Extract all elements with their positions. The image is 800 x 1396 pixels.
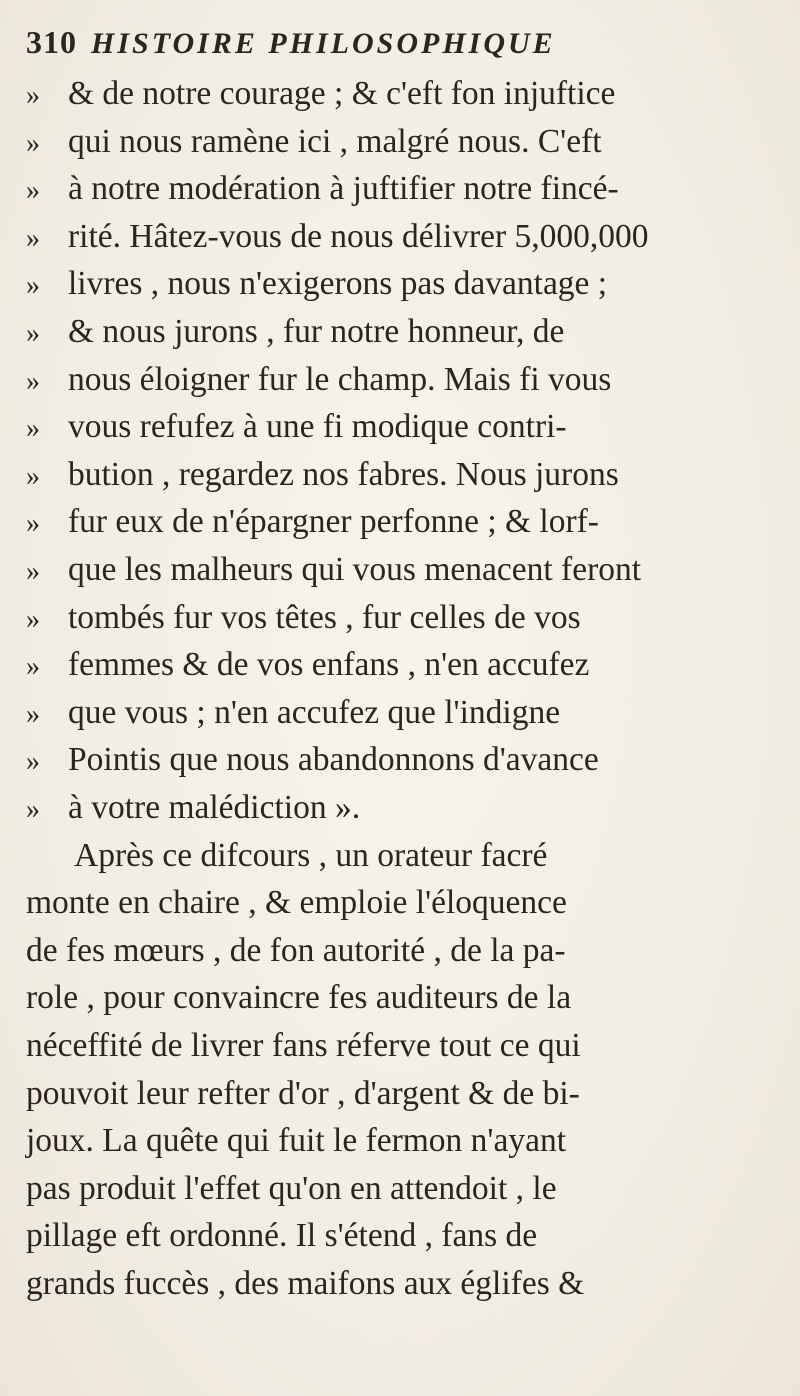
quote-mark: » bbox=[26, 794, 40, 825]
text-line bbox=[26, 1022, 786, 1070]
line-text: joux. La quête qui fuit le fermon n'ayant bbox=[26, 1122, 567, 1160]
quote-mark: » bbox=[26, 270, 40, 302]
line-text: grands fuccès , des maifons aux églifes & bbox=[26, 1265, 585, 1302]
quote-mark: » bbox=[26, 127, 40, 159]
line-text: de fes mœurs , de fon autorité , de la pa- bbox=[26, 931, 566, 969]
line-text: vous refufez à une fi modique contri- bbox=[68, 408, 567, 446]
line-text: Pointis que nous abandonnons d'avance bbox=[68, 741, 599, 779]
line-text: & nous jurons , fur notre honneur, de bbox=[68, 313, 565, 350]
text-line bbox=[26, 974, 786, 1022]
line-text: livres , nous n'exigerons pas davantage ; bbox=[68, 265, 608, 303]
line-text: que vous ; n'en accufez que l'indigne bbox=[68, 693, 561, 731]
text-line bbox=[26, 451, 786, 499]
line-text: néceffité de livrer fans réferve tout ce qui bbox=[26, 1027, 581, 1064]
line-text: pas produit l'effet qu'on en attendoit , le bbox=[26, 1169, 557, 1207]
text-line bbox=[26, 689, 786, 737]
quote-mark: » bbox=[26, 80, 40, 111]
line-text: Après ce difcours , un orateur facré bbox=[74, 836, 548, 874]
text-line bbox=[26, 1117, 786, 1165]
text-line bbox=[26, 403, 786, 451]
text-line bbox=[26, 641, 786, 689]
quote-mark: » bbox=[26, 746, 40, 778]
line-text: qui nous ramène ici , malgré nous. C'eft bbox=[68, 122, 602, 160]
line-text: monte en chaire , & emploie l'éloquence bbox=[26, 884, 567, 922]
line-text: bution , regardez nos fabres. Nous jurons bbox=[68, 455, 619, 493]
quote-mark: » bbox=[26, 175, 40, 207]
line-text: & de notre courage ; & c'eft fon injuftice bbox=[68, 75, 616, 112]
text-line bbox=[26, 784, 786, 832]
quote-mark: » bbox=[26, 508, 40, 540]
text-line bbox=[26, 356, 786, 404]
text-line bbox=[26, 1070, 786, 1118]
quote-mark: » bbox=[26, 460, 40, 492]
quote-mark: » bbox=[26, 603, 40, 635]
text-line bbox=[26, 927, 786, 975]
text-line bbox=[26, 308, 786, 356]
quote-mark: » bbox=[26, 698, 40, 730]
quote-mark: » bbox=[26, 651, 40, 683]
running-head: HISTOIRE PHILOSOPHIQUE bbox=[91, 27, 556, 60]
text-line bbox=[26, 1260, 786, 1308]
text-line bbox=[26, 260, 786, 308]
line-text: rité. Hâtez-vous de nous délivrer 5,000,000 bbox=[68, 217, 649, 255]
line-text: fur eux de n'épargner perfonne ; & lorf- bbox=[68, 503, 599, 541]
line-text: femmes & de vos enfans , n'en accufez bbox=[68, 646, 590, 684]
text-line bbox=[26, 736, 786, 784]
line-text: à notre modération à juftifier notre fincé- bbox=[68, 170, 619, 208]
text-line bbox=[26, 1212, 786, 1260]
text-line bbox=[26, 118, 786, 166]
quote-mark: » bbox=[26, 222, 40, 254]
line-text: nous éloigner fur le champ. Mais fi vous bbox=[68, 360, 612, 398]
line-text: pouvoit leur refter d'or , d'argent & de bi- bbox=[26, 1074, 580, 1112]
text-line bbox=[26, 594, 786, 642]
page-header bbox=[26, 24, 766, 68]
quote-mark: » bbox=[26, 413, 40, 445]
line-text: pillage eft ordonné. Il s'étend , fans de bbox=[26, 1217, 538, 1255]
text-line bbox=[26, 165, 786, 213]
text-line bbox=[26, 213, 786, 261]
text-line bbox=[26, 879, 786, 927]
quote-mark: » bbox=[26, 365, 40, 397]
text-line bbox=[74, 832, 800, 880]
line-text: à votre malédiction ». bbox=[68, 789, 361, 826]
line-text: tombés fur vos têtes , fur celles de vos bbox=[68, 598, 581, 636]
text-line bbox=[26, 1165, 786, 1213]
line-text: que les malheurs qui vous menacent feront bbox=[68, 551, 642, 588]
text-line bbox=[26, 498, 786, 546]
page-number: 310 bbox=[26, 24, 77, 60]
quote-mark: » bbox=[26, 318, 40, 349]
line-text: role , pour convaincre fes auditeurs de la bbox=[26, 979, 572, 1017]
text-line bbox=[26, 546, 786, 594]
text-line bbox=[26, 70, 786, 118]
quote-mark: » bbox=[26, 556, 40, 587]
